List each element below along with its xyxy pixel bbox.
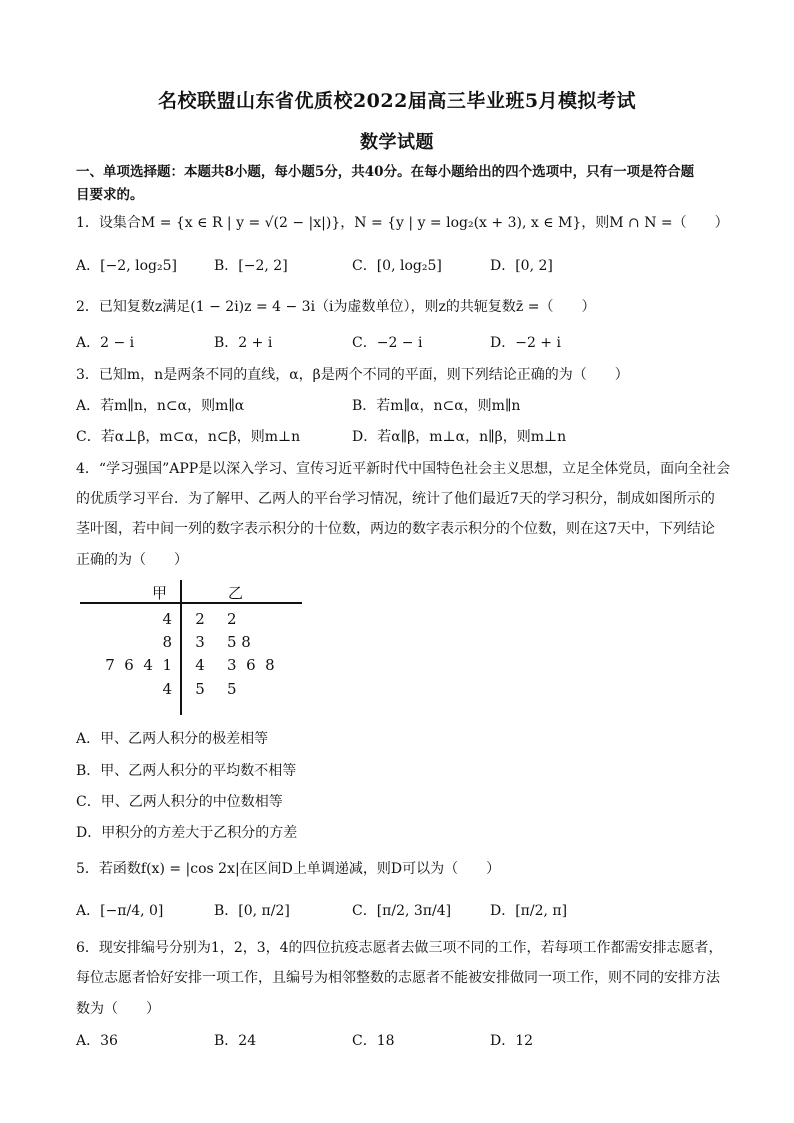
stem-row-right-leaves: 5 8 <box>227 633 251 651</box>
question-5-stem: 5．若函数f(x) = |cos 2x|在区间D上单调递减，则D可以为（ ） <box>76 861 501 877</box>
section-heading-cont: 目要求的。 <box>76 187 144 203</box>
question-1-option-a: A．[−2, log₂5] <box>76 258 177 274</box>
stem-table-head-jia: 甲 <box>152 584 168 602</box>
question-4-stem-line-3: 茎叶图，若中间一列的数字表示积分的十位数，两边的数字表示积分的个位数，则在这7天中，下列结论 <box>76 521 715 537</box>
question-4-option-a: A．甲、乙两人积分的极差相等 <box>76 731 269 747</box>
question-1-option-d: D．[0, 2] <box>490 258 553 274</box>
question-2-option-d: D．−2 + i <box>490 335 561 351</box>
question-2-option-b: B．2 + i <box>214 335 273 351</box>
stem-row-right-leaves: 2 <box>227 610 237 628</box>
section-heading: 一、单项选择题：本题共8小题，每小题5分，共40分。在每小题给出的四个选项中，只有一项是符合题 <box>76 164 695 180</box>
question-4-stem-line-4: 正确的为（ ） <box>76 552 188 568</box>
question-6-option-a: A．36 <box>76 1033 118 1049</box>
question-1-option-c: C．[0, log₂5] <box>352 258 442 274</box>
question-4-option-b: B．甲、乙两人积分的平均数不相等 <box>76 763 297 779</box>
question-5-option-c: C．[π/2, 3π/4] <box>352 903 452 919</box>
question-5-option-b: B．[0, π/2] <box>214 903 290 919</box>
question-3-option-b: B．若m∥α，n⊂α，则m∥n <box>352 398 521 414</box>
question-6-option-d: D．12 <box>490 1033 534 1049</box>
question-2-option-a: A．2 − i <box>76 335 135 351</box>
question-3-stem: 3．已知m，n是两条不同的直线，α，β是两个不同的平面，则下列结论正确的为（ ） <box>76 367 629 383</box>
stem-row-right-leaves: 3 6 8 <box>227 656 275 674</box>
stem-row-left-leaves: 4 <box>162 610 172 628</box>
stem-table-head-yi: 乙 <box>228 584 244 602</box>
question-6-stem-line-1: 6．现安排编号分别为1，2，3，4的四位抗疫志愿者去做三项不同的工作，若每项工作都需安排志愿者， <box>76 940 723 956</box>
stem-row-stem: 2 <box>195 610 205 628</box>
question-4-option-d: D．甲积分的方差大于乙积分的方差 <box>76 825 298 841</box>
question-6-stem-line-2: 每位志愿者恰好安排一项工作，且编号为相邻整数的志愿者不能被安排做同一项工作，则不同的安排方法 <box>76 970 720 986</box>
question-3-option-d: D．若α∥β，m⊥α，n∥β，则m⊥n <box>352 429 567 445</box>
stem-row-right-leaves: 5 <box>227 680 237 698</box>
question-6-option-b: B．24 <box>214 1033 257 1049</box>
stem-leaf-table <box>80 580 302 715</box>
question-6-stem-line-3: 数为（ ） <box>76 1001 160 1017</box>
stem-table-row <box>80 656 302 680</box>
question-4-stem-line-1: 4．“学习强国”APP是以深入学习、宣传习近平新时代中国特色社会主义思想，立足全体党员，面向全社会 <box>76 461 731 477</box>
stem-row-stem: 5 <box>195 680 205 698</box>
question-3-option-c: C．若α⊥β，m⊂α，n⊂β，则m⊥n <box>76 429 301 445</box>
stem-table-row <box>80 633 302 657</box>
stem-table-row <box>80 680 302 704</box>
question-6-option-c: C．18 <box>352 1033 395 1049</box>
exam-subtitle: 数学试题 <box>360 132 434 153</box>
exam-title: 名校联盟山东省优质校2022届高三毕业班5月模拟考试 <box>157 90 637 112</box>
stem-table-divider-horizontal <box>80 602 302 604</box>
stem-row-stem: 3 <box>195 633 205 651</box>
question-1-stem: 1．设集合M = {x ∈ R | y = √(2 − |x|)}，N = {y | y = log₂(x + 3), x ∈ M}，则M ∩ N =（ ） <box>76 215 729 231</box>
stem-row-left-leaves: 4 <box>162 680 172 698</box>
stem-row-stem: 4 <box>195 656 205 674</box>
question-5-option-d: D．[π/2, π] <box>490 903 568 919</box>
stem-table-row <box>80 610 302 634</box>
stem-row-left-leaves: 7 6 4 1 <box>105 656 172 674</box>
stem-row-left-leaves: 8 <box>162 633 172 651</box>
question-4-option-c: C．甲、乙两人积分的中位数相等 <box>76 794 283 810</box>
question-1-option-b: B．[−2, 2] <box>214 258 288 274</box>
question-2-option-c: C．−2 − i <box>352 335 423 351</box>
question-4-stem-line-2: 的优质学习平台．为了解甲、乙两人的平台学习情况，统计了他们最近7天的学习积分，制成如图所示的 <box>76 491 715 507</box>
question-3-option-a: A．若m∥n，n⊂α，则m∥α <box>76 398 245 414</box>
question-2-stem: 2．已知复数z满足(1 − 2i)z = 4 − 3i（i为虚数单位），则z的共轭复数z̄ =（ ） <box>76 299 596 315</box>
question-5-option-a: A．[−π/4, 0] <box>76 903 164 919</box>
